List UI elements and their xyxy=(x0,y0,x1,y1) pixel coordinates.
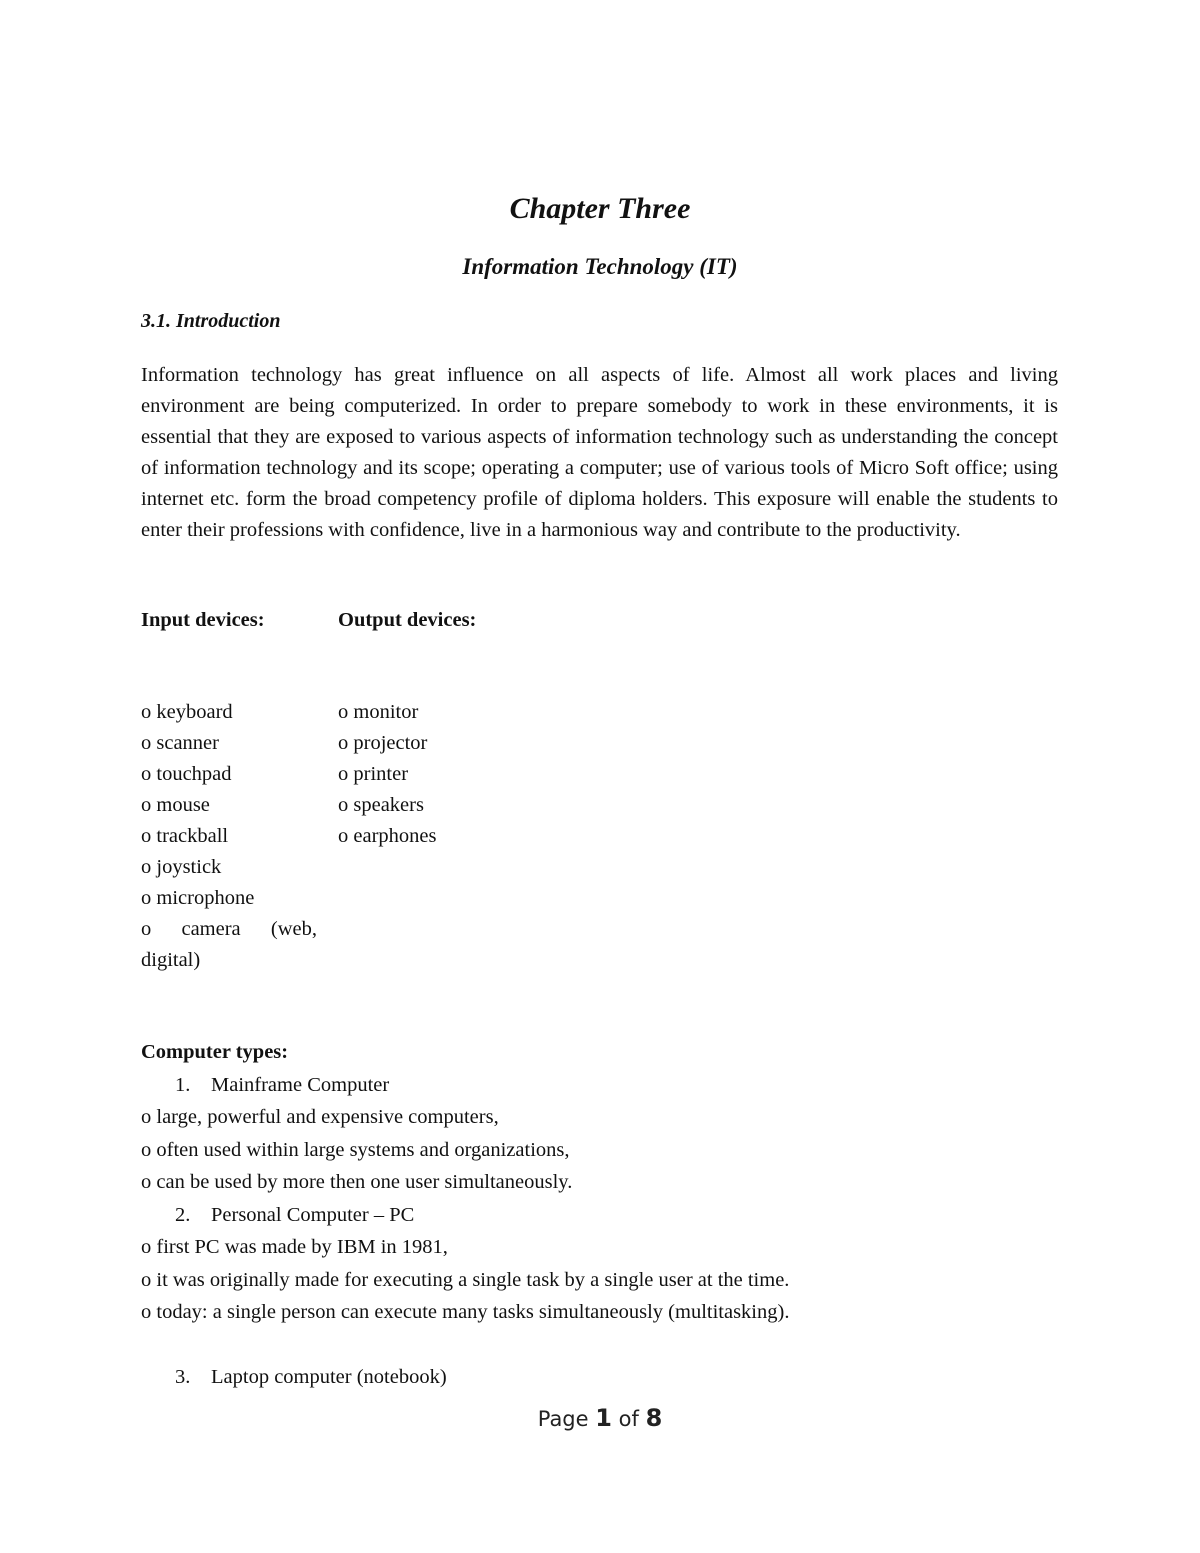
numbered-item xyxy=(141,1361,1061,1394)
item-name: Mainframe Computer xyxy=(211,1073,390,1096)
list-item: o printer xyxy=(338,763,409,785)
list-item: o can be used by more then one user simultaneously. xyxy=(141,1171,573,1193)
item-number: 3. xyxy=(175,1365,191,1388)
current-page-number: 1 xyxy=(595,1404,612,1432)
item-name: Personal Computer – PC xyxy=(211,1203,415,1226)
list-item: o mouse xyxy=(141,794,210,816)
list-item: o camera (web, xyxy=(141,918,317,940)
output-devices-list xyxy=(338,697,578,852)
of-label: of xyxy=(618,1407,639,1431)
numbered-item xyxy=(141,1069,1061,1102)
page-label: Page xyxy=(537,1407,589,1431)
input-devices-list xyxy=(141,697,317,976)
chapter-subtitle: Information Technology (IT) xyxy=(462,254,738,279)
list-item: o today: a single person can execute many tasks simultaneously (multitasking). xyxy=(141,1301,790,1323)
list-item: o speakers xyxy=(338,794,424,816)
intro-paragraph: Information technology has great influence on all aspects of life. Almost all work places and living environment are being computerized. In order to prepare somebody to work in these environments, it is essential that they are exposed to various aspects of information technology such as understanding the concept of information technology and its scope; operating a computer; use of various tools of Micro Soft office; using internet etc. form the broad competency profile of diploma holders. This exposure will enable the students to enter their professions with confidence, live in a harmonious way and contribute to the productivity. xyxy=(141,364,1058,541)
list-item: o projector xyxy=(338,732,428,754)
list-item: o large, powerful and expensive computers, xyxy=(141,1106,499,1128)
list-item: o microphone xyxy=(141,887,255,909)
page-footer xyxy=(0,1404,1200,1432)
list-item: digital) xyxy=(141,949,201,971)
list-item: o it was originally made for executing a single task by a single user at the time. xyxy=(141,1268,790,1291)
list-item: o trackball xyxy=(141,825,229,847)
list-item: o touchpad xyxy=(141,763,232,785)
section-heading: 3.1. Introduction xyxy=(141,310,281,332)
total-pages-number: 8 xyxy=(645,1404,663,1432)
list-item: o joystick xyxy=(141,856,222,878)
list-item: o first PC was made by IBM in 1981, xyxy=(141,1236,448,1258)
item-name: Laptop computer (notebook) xyxy=(211,1365,447,1388)
input-devices-heading: Input devices: xyxy=(141,609,265,631)
numbered-item xyxy=(141,1199,1061,1232)
list-item: o keyboard xyxy=(141,701,233,723)
list-item: o often used within large systems and organizations, xyxy=(141,1138,570,1161)
computer-types-heading: Computer types: xyxy=(141,1041,289,1063)
list-item: o scanner xyxy=(141,732,219,754)
output-devices-heading: Output devices: xyxy=(338,609,477,631)
list-item: o earphones xyxy=(338,825,437,847)
item-number: 1. xyxy=(175,1073,191,1096)
chapter-title: Chapter Three xyxy=(509,192,691,225)
item-number: 2. xyxy=(175,1203,191,1226)
computer-types-section xyxy=(141,1036,1061,1393)
spacer xyxy=(141,1329,1061,1361)
list-item: o monitor xyxy=(338,701,419,723)
